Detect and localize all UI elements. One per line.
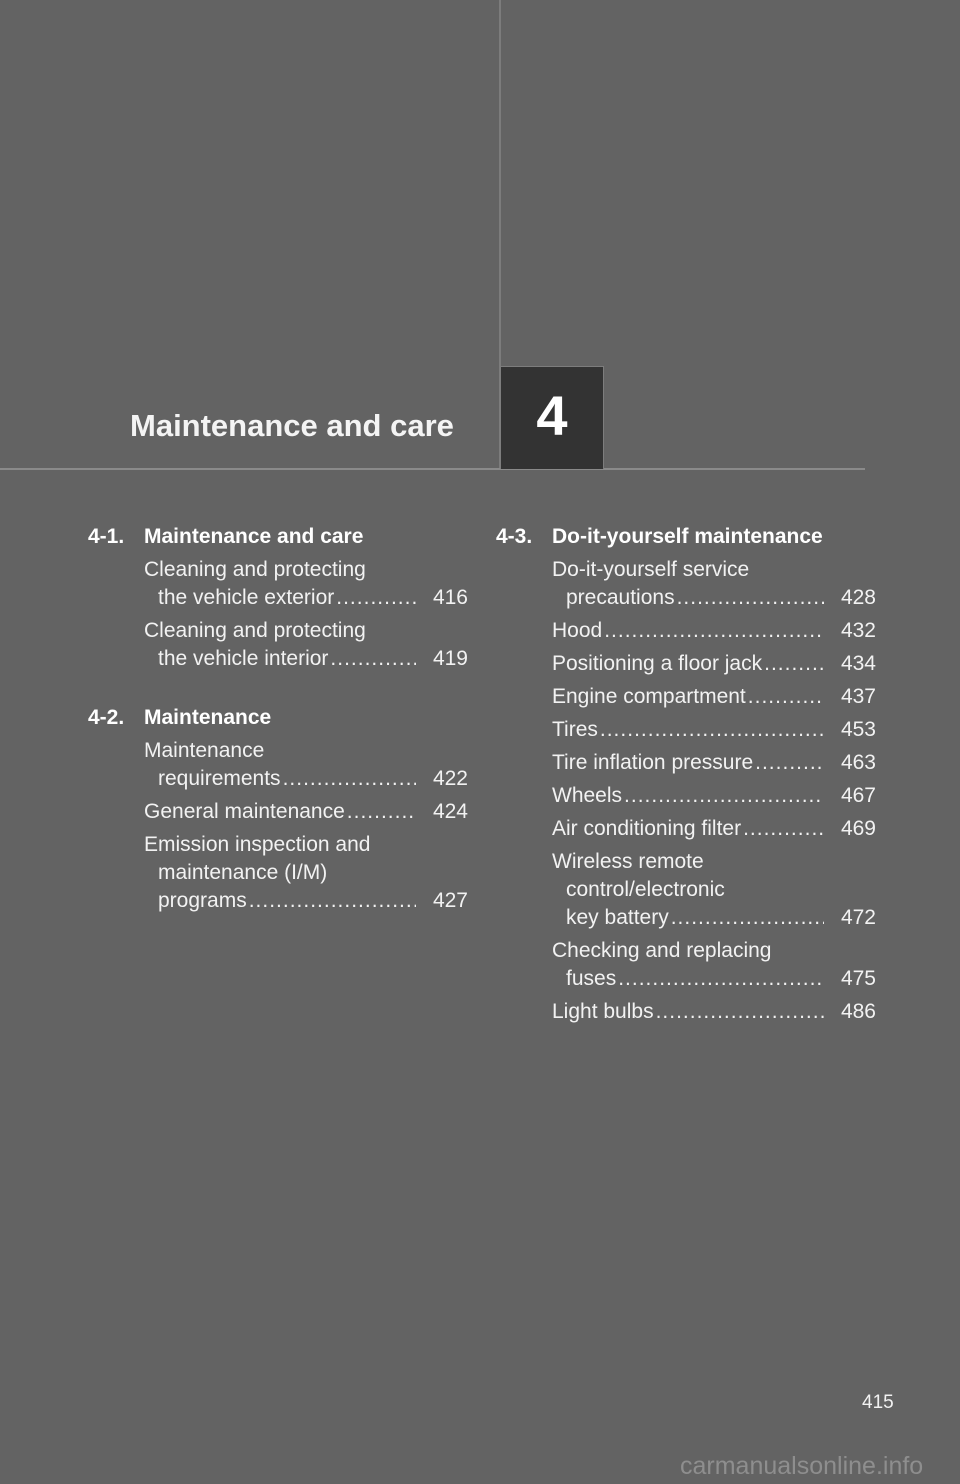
toc-entry-row (552, 782, 876, 810)
toc-entry-text: Maintenance (144, 739, 265, 762)
dot-leader (336, 584, 416, 612)
toc-page-number: 463 (840, 751, 876, 774)
toc-entry-text: Tire inflation pressure (552, 751, 754, 774)
dot-leader (249, 887, 416, 915)
toc-entry-text: General maintenance (144, 800, 345, 823)
toc-page-number: 432 (840, 619, 876, 642)
section-heading (496, 522, 876, 552)
toc-section (496, 522, 876, 1026)
toc-page-number: 472 (840, 906, 876, 929)
toc-entry-row (552, 998, 876, 1026)
dot-leader (347, 798, 416, 826)
toc-entry[interactable] (552, 617, 876, 645)
toc-column-left (88, 522, 468, 945)
toc-entry-row (144, 584, 468, 612)
toc-entry[interactable] (552, 782, 876, 810)
toc-entry[interactable] (552, 556, 876, 612)
dot-leader (748, 683, 824, 711)
dot-leader (671, 904, 824, 932)
toc-entry-text: the vehicle interior (158, 647, 329, 670)
dot-leader (283, 765, 416, 793)
toc-entry[interactable] (552, 937, 876, 993)
dot-leader (743, 815, 824, 843)
toc-entry-text: Checking and replacing (552, 939, 772, 962)
toc-entry-row (144, 798, 468, 826)
toc-entry-text: Wireless remote (552, 850, 704, 873)
section-number: 4-2. (88, 706, 125, 729)
toc-entry-row (144, 887, 468, 915)
toc-entry[interactable] (552, 998, 876, 1026)
toc-entry-row (552, 749, 876, 777)
toc-entry[interactable] (552, 683, 876, 711)
toc-entry-text: Wheels (552, 784, 623, 807)
chapter-tab (500, 366, 604, 469)
section-heading (88, 522, 468, 552)
toc-entry-text: control/electronic (566, 878, 725, 901)
toc-entry-text: precautions (566, 586, 675, 609)
dot-leader (677, 584, 824, 612)
toc-entry-text: Engine compartment (552, 685, 746, 708)
dot-leader (330, 645, 416, 673)
dot-leader (764, 650, 824, 678)
toc-entry-text: programs (158, 889, 247, 912)
toc-entry[interactable] (144, 798, 468, 826)
toc-entry-row (552, 617, 876, 645)
toc-entry-row (552, 904, 876, 932)
toc-entry-text: Emission inspection and (144, 833, 371, 856)
section-items (552, 556, 876, 1026)
watermark: carmanualsonline.info (680, 1452, 924, 1480)
toc-entry[interactable] (144, 831, 468, 915)
section-title: Maintenance and care (144, 525, 364, 548)
toc-entry-row (552, 815, 876, 843)
section-items (144, 556, 468, 673)
section-number: 4-1. (88, 525, 125, 548)
toc-entry[interactable] (552, 650, 876, 678)
section-number: 4-3. (496, 525, 533, 548)
toc-entry-text: Tires (552, 718, 598, 741)
toc-page-number: 416 (432, 586, 468, 609)
dot-leader (656, 998, 824, 1026)
toc-page-number: 467 (840, 784, 876, 807)
chapter-number: 4 (536, 384, 568, 447)
toc-page-number: 475 (840, 967, 876, 990)
section-items (144, 737, 468, 915)
toc-entry-text: Do-it-yourself service (552, 558, 750, 581)
toc-entry-text: fuses (566, 967, 617, 990)
chapter-title: Maintenance and care (130, 408, 454, 443)
section-title: Maintenance (144, 706, 272, 729)
toc-entry-text: Hood (552, 619, 603, 642)
toc-page-number: 422 (432, 767, 468, 790)
toc-entry-text: the vehicle exterior (158, 586, 335, 609)
toc-entry[interactable] (144, 737, 468, 793)
toc-entry-text: Cleaning and protecting (144, 558, 366, 581)
toc-entry-row (552, 965, 876, 993)
toc-entry[interactable] (552, 716, 876, 744)
toc-section (88, 522, 468, 673)
toc-page-number: 486 (840, 1000, 876, 1023)
toc-entry-row (552, 683, 876, 711)
toc-entry[interactable] (144, 556, 468, 612)
dot-leader (755, 749, 824, 777)
toc-page-number: 427 (432, 889, 468, 912)
toc-entry-text: Light bulbs (552, 1000, 654, 1023)
toc-section (88, 703, 468, 915)
toc-entry-text: maintenance (I/M) (158, 861, 328, 884)
dot-leader (624, 782, 824, 810)
divider-horizontal (0, 468, 865, 470)
dot-leader (600, 716, 824, 744)
toc-column-right (496, 522, 876, 1056)
toc-entry-row (552, 650, 876, 678)
toc-entry-row (144, 765, 468, 793)
toc-entry[interactable] (552, 815, 876, 843)
toc-entry[interactable] (552, 848, 876, 932)
toc-page-number: 469 (840, 817, 876, 840)
section-title: Do-it-yourself maintenance (552, 525, 823, 548)
page-number: 415 (862, 1392, 894, 1413)
toc-entry-text: Cleaning and protecting (144, 619, 366, 642)
toc-entry-row (552, 716, 876, 744)
toc-entry-text: Positioning a floor jack (552, 652, 763, 675)
toc-page-number: 437 (840, 685, 876, 708)
toc-page-number: 434 (840, 652, 876, 675)
toc-entry-row (552, 584, 876, 612)
toc-entry-text: Air conditioning filter (552, 817, 742, 840)
dot-leader (604, 617, 824, 645)
toc-page-number: 428 (840, 586, 876, 609)
toc-entry-text: key battery (566, 906, 669, 929)
toc-entry[interactable] (144, 617, 468, 673)
dot-leader (618, 965, 824, 993)
toc-page-number: 453 (840, 718, 876, 741)
toc-entry-row (144, 645, 468, 673)
toc-page-number: 419 (432, 647, 468, 670)
toc-entry[interactable] (552, 749, 876, 777)
toc-page-number: 424 (432, 800, 468, 823)
toc-entry-text: requirements (158, 767, 281, 790)
section-heading (88, 703, 468, 733)
